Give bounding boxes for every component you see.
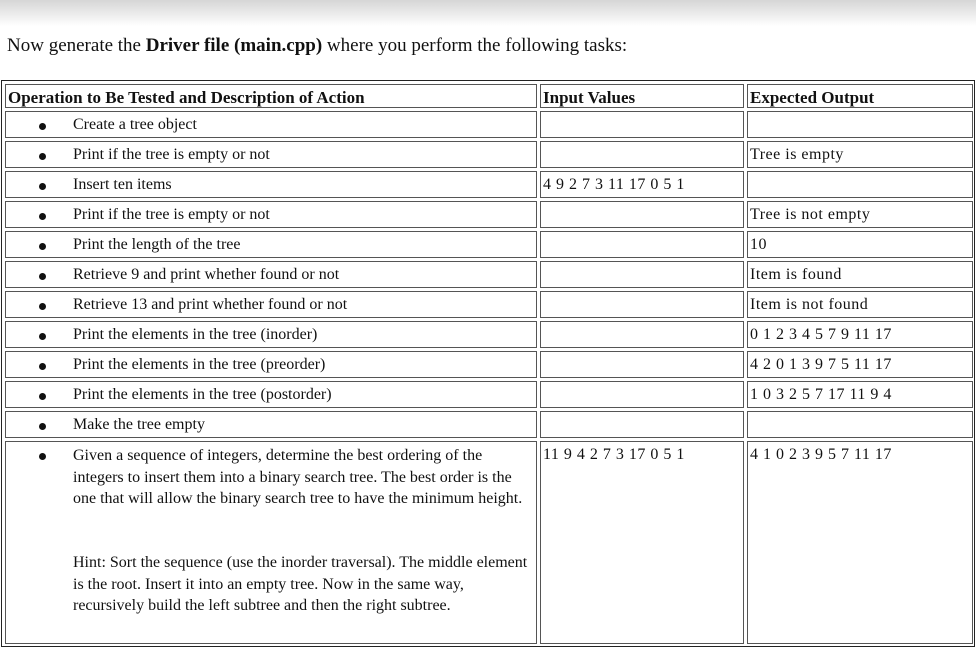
header-operation: Operation to Be Tested and Description of Action: [5, 84, 537, 108]
task-table: [1, 80, 975, 647]
bullet-icon: [39, 273, 46, 280]
expected-output-cell: 4 1 0 2 3 9 5 7 11 17: [747, 441, 973, 644]
input-value-cell: [540, 111, 744, 138]
operation-text: Create a tree object: [73, 116, 197, 133]
intro-prefix: Now generate the: [7, 35, 146, 56]
table-row-operation: [5, 351, 537, 378]
operation-text: Print the elements in the tree (inorder): [73, 326, 318, 343]
operation-text: Print the length of the tree: [73, 236, 241, 253]
input-value-cell: [540, 141, 744, 168]
table-row-operation: [5, 261, 537, 288]
input-value-cell: [540, 201, 744, 228]
bullet-icon: [39, 153, 46, 160]
bullet-icon: [39, 183, 46, 190]
table-row-operation: [5, 411, 537, 438]
bullet-icon: [39, 303, 46, 310]
expected-output-cell: [747, 171, 973, 198]
operation-text: Retrieve 9 and print whether found or not: [73, 266, 340, 283]
bullet-icon: [39, 123, 46, 130]
operation-description: Given a sequence of integers, determine the best ordering of the integers to insert them into a binary search tree. The best order is the one that will allow the binary search tree to have the minimum height.: [73, 447, 523, 507]
expected-output-cell: 4 2 0 1 3 9 7 5 11 17: [747, 351, 973, 378]
input-value-cell: [540, 231, 744, 258]
table-row-operation: [5, 111, 537, 138]
expected-output-cell: Item is found: [747, 261, 973, 288]
operation-text: Insert ten items: [73, 176, 172, 193]
expected-output-cell: 1 0 3 2 5 7 17 11 9 4: [747, 381, 973, 408]
bullet-icon: [39, 423, 46, 430]
input-value-cell: [540, 321, 744, 348]
operation-hint: Hint: Sort the sequence (use the inorder traversal). The middle element is the root. Insert it into an empty tree. Now in the same way, recursively build the left subtree and then the right subtree.: [73, 554, 528, 614]
intro-bold-filename: Driver file (main.cpp): [145, 35, 323, 56]
top-shade-bar: [0, 0, 976, 26]
operation-text: Print if the tree is empty or not: [73, 206, 270, 223]
input-value-cell: [540, 381, 744, 408]
input-value-cell: [540, 261, 744, 288]
table-row-operation: [5, 141, 537, 168]
input-value-cell: 4 9 2 7 3 11 17 0 5 1: [540, 171, 744, 198]
header-expected-output: Expected Output: [747, 84, 973, 108]
table-row-operation: [5, 381, 537, 408]
expected-output-cell: Tree is not empty: [747, 201, 973, 228]
input-value-cell: [540, 351, 744, 378]
expected-output-cell: 0 1 2 3 4 5 7 9 11 17: [747, 321, 973, 348]
bullet-icon: [39, 393, 46, 400]
operation-text: Print if the tree is empty or not: [73, 146, 270, 163]
input-value-cell: [540, 291, 744, 318]
bullet-icon: [39, 363, 46, 370]
table-row-operation: [5, 291, 537, 318]
intro-suffix: where you perform the following tasks:: [322, 35, 628, 56]
input-value-cell: [540, 411, 744, 438]
expected-output-cell: [747, 111, 973, 138]
operation-text: Print the elements in the tree (postorder): [73, 386, 332, 403]
bullet-icon: [39, 213, 46, 220]
expected-output-cell: 10: [747, 231, 973, 258]
input-value-cell: 11 9 4 2 7 3 17 0 5 1: [540, 441, 744, 644]
table-row-operation: [5, 231, 537, 258]
table-row-operation: [5, 201, 537, 228]
intro-sentence: [7, 33, 627, 59]
bullet-icon: [39, 333, 46, 340]
table-row-operation: [5, 171, 537, 198]
operation-text: Print the elements in the tree (preorder): [73, 356, 326, 373]
operation-text: Retrieve 13 and print whether found or not: [73, 296, 348, 313]
table-row-operation-long: [5, 441, 537, 644]
expected-output-cell: Tree is empty: [747, 141, 973, 168]
expected-output-cell: [747, 411, 973, 438]
bullet-icon: [39, 453, 46, 460]
operation-text: Make the tree empty: [73, 416, 205, 433]
table-row-operation: [5, 321, 537, 348]
expected-output-cell: Item is not found: [747, 291, 973, 318]
header-input-values: Input Values: [540, 84, 744, 108]
bullet-icon: [39, 243, 46, 250]
